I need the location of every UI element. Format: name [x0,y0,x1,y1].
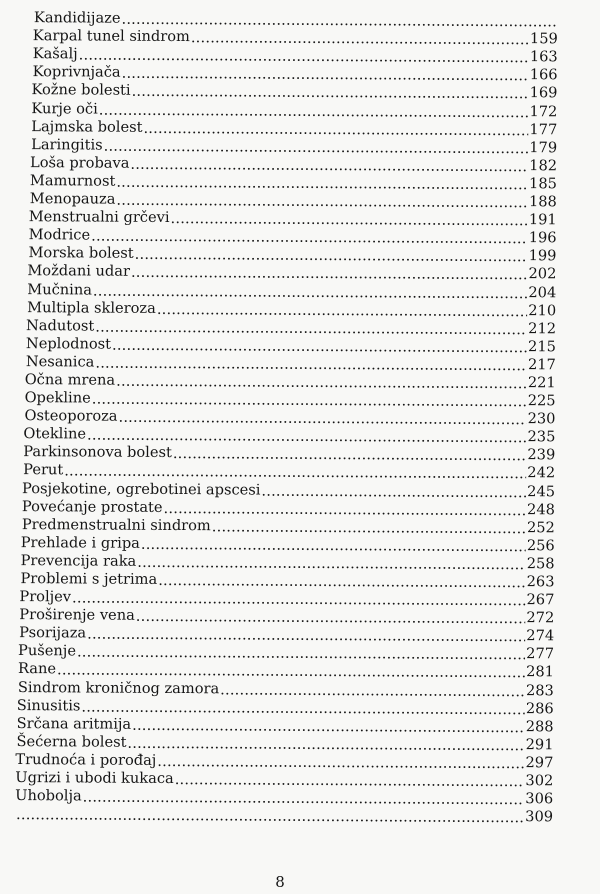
toc-entry-page: 177 [529,120,558,139]
toc-entry-page: 225 [527,392,556,410]
toc-entry-page: 188 [528,193,557,211]
toc-entry-page: 302 [525,772,554,790]
toc-entry-page: 283 [525,681,554,699]
toc-entry [10,8,558,29]
toc-entry-title: Lajmska bolest [31,117,143,136]
toc-entry [9,153,557,174]
toc-entry-page: 159 [529,30,558,48]
toc-entry-page: 179 [529,138,558,157]
toc-entry-page: 230 [527,410,556,428]
toc-entry-page: 306 [525,790,554,808]
toc-entry-page: 191 [528,211,557,229]
toc-entry-title: Mamurnost [29,172,116,190]
toc-entry-title: Opekline [24,389,91,407]
page-number: 8 [275,873,285,891]
toc-entry-page: 199 [528,247,557,265]
toc-entry-title: Morska bolest [28,244,134,263]
toc-leader-dots [93,283,528,301]
toc-leader-dots [77,645,525,663]
toc-entry [6,696,554,717]
toc-entry [6,641,554,662]
toc-leader-dots [92,392,527,410]
toc-entry [8,388,556,409]
toc-leader-dots [81,699,525,717]
toc-leader-dots [191,30,529,47]
toc-leader-dots [79,48,529,66]
toc-entry [6,623,554,644]
toc-leader-dots [130,157,528,174]
toc-entry-page: 256 [526,536,555,555]
toc-entry-title: Neplodnost [25,334,112,353]
toc-entry-title: Ugrizi i ubodi kukaca [15,769,174,788]
toc-entry-title: Nadutost [26,316,95,335]
toc-leader-dots [175,772,525,789]
toc-leader-dots [143,120,528,137]
toc-entry [9,189,557,210]
toc-leader-dots [157,301,528,318]
toc-leader-dots [112,337,527,355]
toc-entry [8,279,556,300]
toc-leader-dots [95,319,527,337]
toc-leader-dots [16,807,524,825]
toc-entry-page: 172 [529,102,558,120]
toc-entry-title: Proširenje vena [19,606,135,624]
toc-entry-page: 252 [526,518,555,537]
toc-entry-title: Rane [17,660,57,678]
toc-entry [7,497,555,518]
toc-entry-title: Sindrom kroničnog zamora [17,678,220,697]
toc-entry [9,171,557,192]
toc-entry [5,750,553,771]
toc-leader-dots [91,229,528,247]
toc-entry-page: 263 [526,573,555,591]
toc-entry-page: 286 [525,699,554,717]
toc-entry [6,677,554,698]
toc-entry [5,732,553,753]
toc-leader-dots [116,374,527,392]
toc-entry-page: 182 [529,157,558,175]
toc-entry-title: Očna mrena [24,371,116,389]
toc-leader-dots [57,663,525,681]
toc-entry-title: Laringitis [31,135,103,154]
toc-entry-title: Perut [23,461,64,479]
toc-leader-dots [116,193,528,211]
toc-entry-title: Proljev [19,588,72,606]
toc-entry-title: Osteoporoza [24,407,118,425]
toc-leader-dots [116,175,528,193]
toc-entry-page: 258 [526,555,555,573]
toc-entry-page: 169 [529,84,558,102]
toc-leader-dots [64,464,526,482]
toc-leader-dots [141,537,526,554]
toc-entry-title: Šećerna bolest [16,732,127,751]
toc-entry-page: 242 [527,464,556,482]
toc-entry-page: 239 [527,446,556,464]
toc-entry-title: Kožne bolesti [31,81,131,100]
table-of-contents [5,8,558,826]
toc-entry [7,406,555,427]
toc-entry-title: Menstrualni grčevi [28,208,170,227]
toc-entry [6,659,554,680]
toc-entry-title: Sinusitis [16,696,81,715]
toc-entry-title: Problemi s jetrima [20,570,158,588]
toc-leader-dots [173,446,527,463]
toc-entry-title: Uhobolja [15,787,82,805]
toc-entry-title: Prevencija raka [20,551,137,570]
toc-entry-page: 212 [528,319,557,338]
toc-entry-page: 291 [525,736,554,754]
toc-entry [5,804,553,825]
toc-leader-dots [132,84,529,101]
toc-entry [9,117,557,138]
toc-entry [6,605,554,626]
toc-entry-title: Kurje oči [31,99,98,118]
toc-entry-page: 235 [527,428,556,446]
toc-entry [7,442,555,463]
toc-entry-page: 267 [526,591,555,609]
toc-leader-dots [136,609,526,626]
toc-entry [7,424,555,445]
toc-entry-title: Modrice [28,226,91,244]
toc-entry [5,786,553,807]
toc-leader-dots [170,211,527,228]
toc-leader-dots [131,265,528,282]
toc-leader-dots [137,555,526,572]
toc-entry-title: Trudnoća i porođaj [15,750,157,769]
toc-entry-title: Kandidijaze [33,9,121,27]
toc-leader-dots [212,519,526,536]
toc-entry [9,207,557,228]
toc-leader-dots [95,355,527,373]
toc-entry [6,587,554,608]
toc-entry-title: Kašalj [32,45,78,63]
toc-entry [8,261,556,282]
toc-entry [7,533,555,554]
toc-entry-page: 272 [526,609,555,627]
toc-entry-page: 210 [528,301,557,319]
toc-entry-page: 215 [528,337,556,356]
toc-entry-page: 274 [526,627,555,645]
toc-entry [6,714,554,735]
toc-entry-title: Moždani udar [27,262,131,281]
toc-entry-title: Karpal tunel sindrom [32,27,190,46]
toc-entry-title: Prehlade i gripa [20,533,140,552]
toc-leader-dots [72,590,526,608]
toc-entry [9,225,557,246]
toc-leader-dots [157,754,524,771]
toc-leader-dots [104,138,529,156]
toc-leader-dots [87,627,525,645]
toc-entry-title: Menopauza [29,190,116,208]
toc-leader-dots [99,102,529,120]
toc-leader-dots [164,501,527,518]
toc-leader-dots [158,573,526,590]
toc-entry-page: 166 [529,66,558,84]
toc-leader-dots [87,428,527,446]
toc-entry [7,515,555,536]
toc-entry [6,569,554,590]
toc-entry [8,352,556,373]
toc-entry-title: Otekline [23,425,87,443]
toc-entry-title: Multipla skleroza [27,298,156,317]
toc-leader-dots [121,12,557,30]
toc-leader-dots [132,718,525,735]
toc-entry [8,316,556,337]
toc-entry-page: 245 [527,482,556,500]
toc-entry-page: 217 [527,356,556,374]
toc-entry-page: 288 [525,717,554,736]
toc-entry-page: 281 [526,663,555,681]
toc-leader-dots [135,247,528,264]
toc-entry [10,44,558,65]
toc-entry-title: Mučnina [27,280,93,299]
toc-entry [7,460,555,481]
toc-entry-page: 196 [528,229,557,247]
toc-entry [7,551,555,572]
toc-entry-title: Predmenstrualni sindrom [21,515,211,534]
toc-entry-title: Parkinsonova bolest [23,443,172,462]
toc-entry-page: 297 [525,754,554,772]
toc-leader-dots [127,736,524,753]
toc-entry-title: Pušenje [18,642,77,660]
toc-entry [8,370,556,391]
toc-entry-title: Srčana aritmija [16,714,132,733]
toc-leader-dots [83,790,525,808]
toc-entry [8,297,556,318]
toc-entry-page: 185 [529,175,557,193]
toc-entry-title: Psorijaza [19,624,87,642]
toc-entry [9,80,557,101]
toc-entry-page: 204 [528,283,557,301]
toc-entry-page: 221 [527,374,556,392]
toc-entry [5,768,553,789]
toc-entry-page: 309 [525,808,554,826]
toc-entry-page: 248 [527,500,555,518]
toc-entry-page: 163 [529,48,558,66]
toc-entry [8,243,556,264]
toc-leader-dots [118,410,526,427]
toc-entry-title: Loša probava [30,153,130,172]
toc-entry-title: Posjekotine, ogrebotinei apscesi [22,479,261,499]
toc-leader-dots [220,682,525,699]
toc-entry-title: Koprivnjača [32,63,121,82]
toc-entry [9,135,557,156]
toc-entry-title: Povećanje prostate [21,497,163,516]
toc-entry-page: 202 [528,265,557,283]
toc-entry [8,334,556,355]
toc-entry-page: 277 [526,645,555,663]
toc-leader-dots [261,483,526,500]
toc-entry [10,26,558,47]
toc-entry-title: Nesanica [25,352,95,371]
toc-entry [10,62,558,83]
toc-entry [9,98,557,119]
toc-leader-dots [122,66,529,83]
toc-entry [7,478,555,499]
